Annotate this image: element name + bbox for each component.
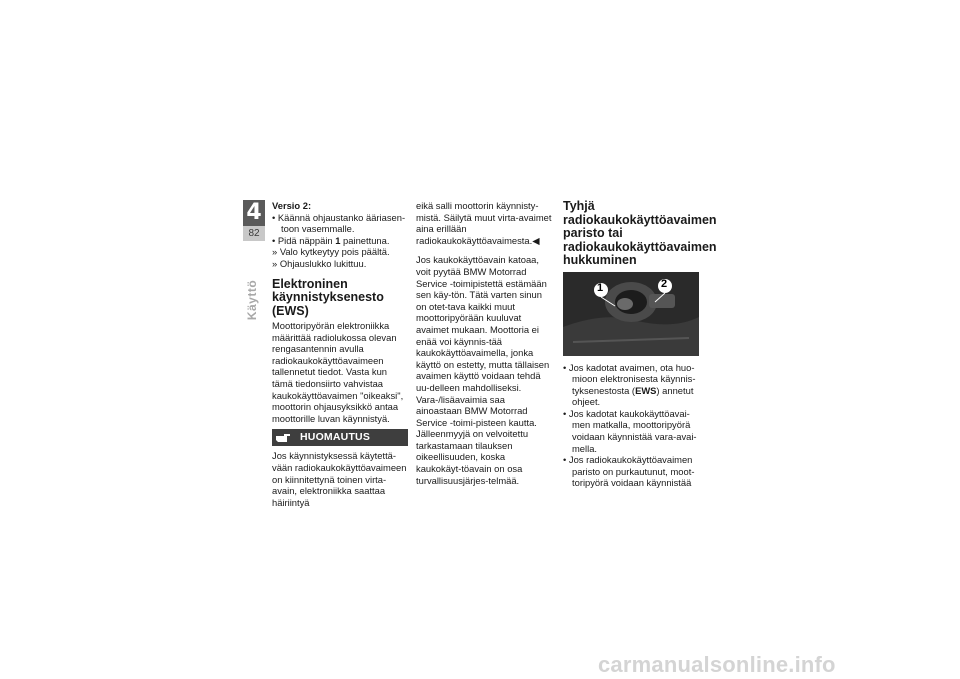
note-label: HUOMAUTUS xyxy=(300,431,371,444)
bullet-1-end: ) annetut ohjeet. xyxy=(572,384,694,408)
bullet-1-ews: EWS xyxy=(635,384,657,396)
note-continued: eikä salli moottorin käynnisty-mistä. Säilytä muut virta-avaimet aina erillään radiokaukokäyttöavaimesta.◀ xyxy=(416,200,552,246)
note-banner xyxy=(272,429,408,446)
chapter-number: 4 xyxy=(243,200,265,226)
column-2 xyxy=(416,200,553,486)
lost-key-text: Jos kaukokäyttöavain katoaa, voit pyytää BMW Motorrad Service -toimipistettä estämään sen käy-tön. Tätä varten sinun on otet-tava kaikki muut moottoripyörään kuuluvat avaimet mukaan. Moottoria ei enää voi käynnis-tää kaukokäyttöavaimella, jonka käyttö on estetty, mutta tällaisen avaimen käyttö voidaan tehdä uu-delleen mahdolliseksi. Vara-/lisäavaimia saa ainoastaan BMW Motorrad Service -toimi-pisteen kautta. Jälleenmyyjä on velvoitettu tarkastamaan tilauksen oikeellisuuden, koska kaukokäyt-töavain on osa turvallisuusjärjes-telmää. xyxy=(416,254,550,486)
step-2-text: • Pidä näppäin xyxy=(272,234,336,246)
step-2 xyxy=(272,235,408,247)
ews-text: Moottoripyörän elektroniikka määrittää radiolukossa olevan rengasantennin avulla radiokaukokäyttöavaimeen tallennetut tiedot. Vasta kun tämä tiedonsiirto vahvistaa kaukokäyttöavaimen "oikeaksi", moottorin ohjausyksikkö antaa moottorille luvan käynnistyä. xyxy=(272,320,404,424)
bullet-1 xyxy=(563,362,700,408)
watermark: carmanualsonline.info xyxy=(598,652,836,677)
bullet-2: • Jos kadotat kaukokäyttöavai-men matkalla, moottoripyörä voidaan käynnistää vara-avai-mella. xyxy=(563,407,697,454)
column-3 xyxy=(563,199,717,489)
note-text: Jos käynnistyksessä käytettä-vään radiokaukokäyttöavaimeen on kiinnitettynä toinen virta-avain, elektroniikka saattaa häiriintyä xyxy=(272,450,407,508)
step-4: » Ohjauslukko lukittuu. xyxy=(272,257,367,269)
bullet-1-text: • Jos kadotat avaimen, ota huo-mioon elektronisesta käynnis-tyksenestosta ( xyxy=(563,361,696,396)
chapter-title: Käyttö xyxy=(245,279,259,321)
step-3: » Valo kytkeytyy pois päältä. xyxy=(272,246,390,258)
ews-heading: Elektroninen käynnistyksenesto (EWS) xyxy=(272,276,384,318)
chapter-title-vertical xyxy=(236,275,268,325)
version-heading: Versio 2: xyxy=(272,200,312,211)
chapter-tab xyxy=(243,200,265,241)
callout-2: 2 xyxy=(661,277,668,290)
step-1: • Käännä ohjaustanko ääriasen-toon vasemmalle. xyxy=(272,211,406,235)
section-heading: Tyhjä radiokaukokäyttöavaimen paristo tai radiokaukokäyttöavaimen hukkuminen xyxy=(563,199,717,267)
page-number: 82 xyxy=(243,226,265,241)
key-photo xyxy=(563,272,699,356)
step-2-key: 1 xyxy=(335,234,341,246)
pointing-hand-icon xyxy=(272,429,294,446)
step-2-end: painettuna. xyxy=(340,234,390,246)
callout-1: 1 xyxy=(597,281,604,294)
column-1 xyxy=(272,200,408,508)
bullet-3: • Jos radiokaukokäyttöavaimen paristo on purkautunut, moot-toripyörä voidaan käynnistää xyxy=(563,454,695,489)
